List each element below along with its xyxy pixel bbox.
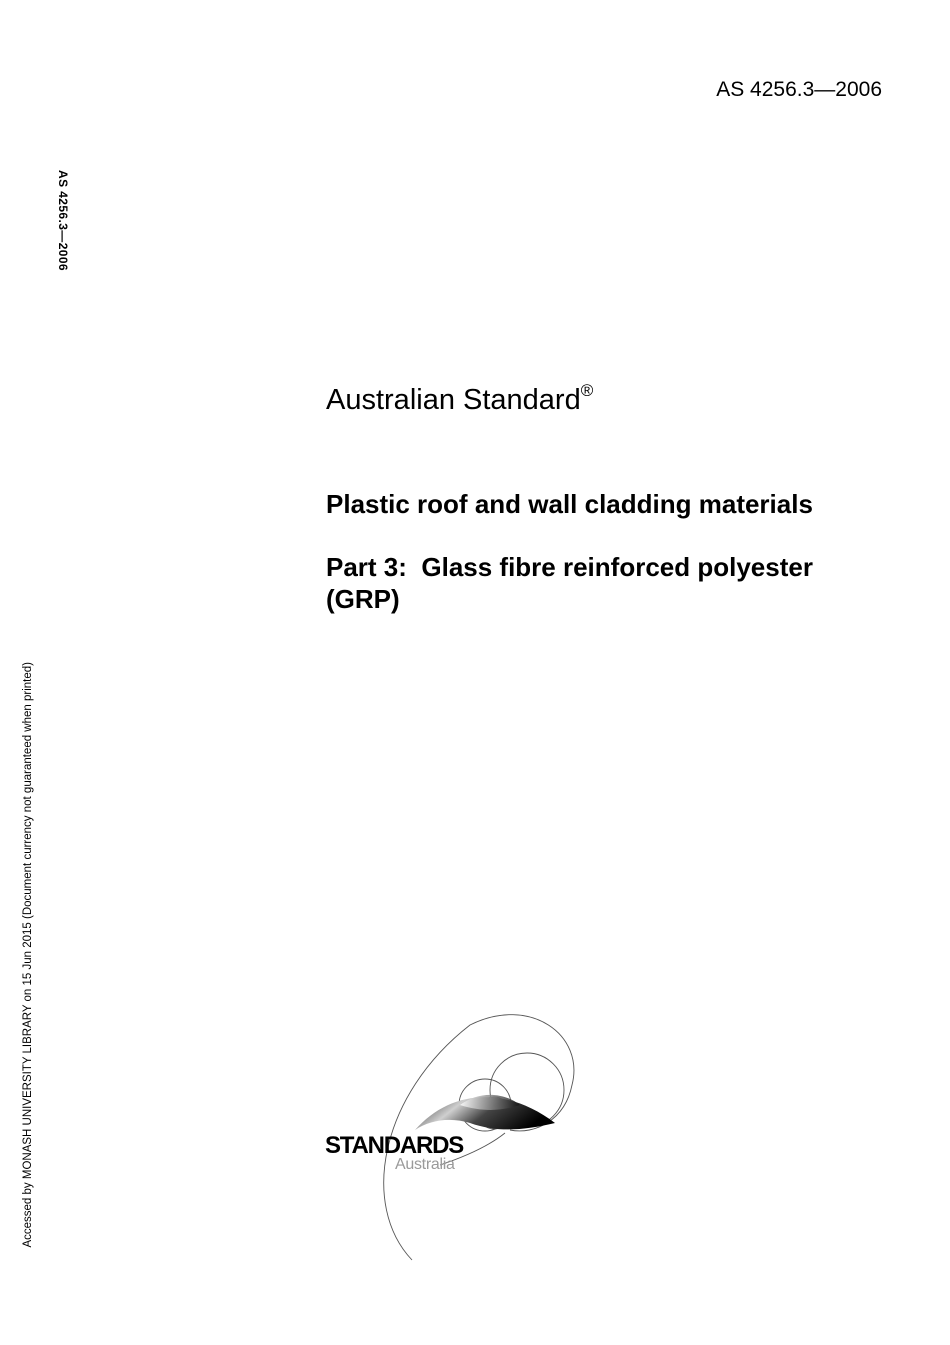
- logo-wordmark: STANDARDS: [325, 1132, 464, 1159]
- standards-australia-logo: [320, 1005, 590, 1265]
- spine-document-number: AS 4256.3—2006: [56, 170, 70, 272]
- document-part-title: [326, 551, 896, 615]
- part-title-line-1: Part 3: Glass fibre reinforced polyester: [326, 552, 813, 582]
- part-title-line-2: (GRP): [326, 584, 400, 614]
- document-title: Plastic roof and wall cladding materials: [326, 489, 813, 519]
- registered-mark: ®: [580, 381, 594, 400]
- logo-wordmark-sub: Australia: [395, 1156, 455, 1173]
- document-number: AS 4256.3—2006: [716, 78, 882, 101]
- access-watermark-note: Accessed by MONASH UNIVERSITY LIBRARY on 15 Jun 2015 (Document currency not guaranteed when printed): [22, 662, 34, 1248]
- standard-label: [326, 381, 594, 417]
- standard-label-text: Australian Standard: [326, 384, 581, 416]
